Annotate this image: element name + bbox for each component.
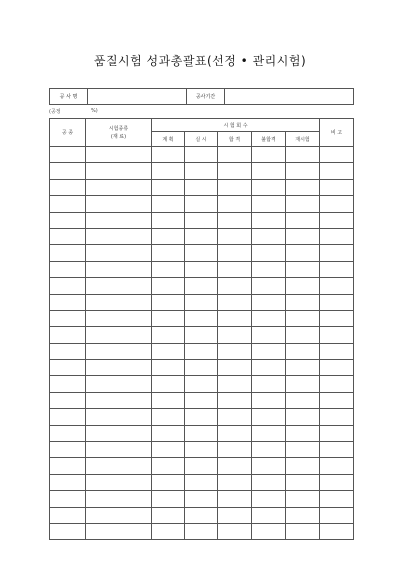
table-row bbox=[50, 491, 354, 507]
cell-passed[interactable] bbox=[218, 294, 252, 310]
cell-executed[interactable] bbox=[185, 327, 218, 343]
cell-remarks[interactable] bbox=[320, 212, 354, 228]
cell-passed[interactable] bbox=[218, 147, 252, 163]
cell-retest[interactable] bbox=[286, 163, 320, 179]
table-row bbox=[50, 376, 354, 392]
cell-plan[interactable] bbox=[152, 442, 185, 458]
cell-failed[interactable] bbox=[252, 147, 286, 163]
cell-test-type[interactable] bbox=[86, 507, 152, 523]
cell-executed[interactable] bbox=[185, 163, 218, 179]
cell-passed[interactable] bbox=[218, 310, 252, 326]
cell-remarks[interactable] bbox=[320, 327, 354, 343]
cell-test-type[interactable] bbox=[86, 491, 152, 507]
construction-period-label: 공사기간 bbox=[187, 89, 225, 105]
cell-executed[interactable] bbox=[185, 523, 218, 539]
cell-work-type[interactable] bbox=[50, 179, 86, 195]
cell-test-type[interactable] bbox=[86, 228, 152, 244]
table-row bbox=[50, 523, 354, 539]
cell-remarks[interactable] bbox=[320, 360, 354, 376]
cell-plan[interactable] bbox=[152, 294, 185, 310]
cell-passed[interactable] bbox=[218, 376, 252, 392]
cell-retest[interactable] bbox=[286, 343, 320, 359]
cell-plan[interactable] bbox=[152, 261, 185, 277]
cell-remarks[interactable] bbox=[320, 163, 354, 179]
cell-failed[interactable] bbox=[252, 179, 286, 195]
cell-work-type[interactable] bbox=[50, 163, 86, 179]
cell-executed[interactable] bbox=[185, 310, 218, 326]
table-body bbox=[50, 147, 354, 540]
cell-work-type[interactable] bbox=[50, 376, 86, 392]
cell-work-type[interactable] bbox=[50, 327, 86, 343]
cell-retest[interactable] bbox=[286, 196, 320, 212]
cell-retest[interactable] bbox=[286, 310, 320, 326]
cell-retest[interactable] bbox=[286, 392, 320, 408]
cell-executed[interactable] bbox=[185, 491, 218, 507]
cell-failed[interactable] bbox=[252, 409, 286, 425]
cell-test-type[interactable] bbox=[86, 163, 152, 179]
cell-executed[interactable] bbox=[185, 245, 218, 261]
cell-remarks[interactable] bbox=[320, 228, 354, 244]
cell-work-type[interactable] bbox=[50, 458, 86, 474]
cell-test-type[interactable] bbox=[86, 261, 152, 277]
cell-retest[interactable] bbox=[286, 458, 320, 474]
header-retest: 재시험 bbox=[286, 132, 320, 147]
cell-failed[interactable] bbox=[252, 491, 286, 507]
cell-remarks[interactable] bbox=[320, 196, 354, 212]
cell-plan[interactable] bbox=[152, 196, 185, 212]
cell-remarks[interactable] bbox=[320, 442, 354, 458]
cell-test-type[interactable] bbox=[86, 442, 152, 458]
cell-passed[interactable] bbox=[218, 392, 252, 408]
cell-work-type[interactable] bbox=[50, 343, 86, 359]
cell-retest[interactable] bbox=[286, 491, 320, 507]
cell-remarks[interactable] bbox=[320, 261, 354, 277]
cell-plan[interactable] bbox=[152, 458, 185, 474]
cell-failed[interactable] bbox=[252, 196, 286, 212]
table-row bbox=[50, 409, 354, 425]
cell-work-type[interactable] bbox=[50, 442, 86, 458]
cell-failed[interactable] bbox=[252, 507, 286, 523]
cell-plan[interactable] bbox=[152, 278, 185, 294]
cell-work-type[interactable] bbox=[50, 507, 86, 523]
cell-retest[interactable] bbox=[286, 261, 320, 277]
cell-executed[interactable] bbox=[185, 360, 218, 376]
cell-failed[interactable] bbox=[252, 212, 286, 228]
cell-retest[interactable] bbox=[286, 245, 320, 261]
cell-passed[interactable] bbox=[218, 474, 252, 490]
cell-retest[interactable] bbox=[286, 409, 320, 425]
cell-retest[interactable] bbox=[286, 376, 320, 392]
cell-test-type[interactable] bbox=[86, 196, 152, 212]
cell-plan[interactable] bbox=[152, 474, 185, 490]
header-plan: 계 획 bbox=[152, 132, 185, 147]
header-remarks: 비 고 bbox=[320, 119, 354, 147]
cell-executed[interactable] bbox=[185, 261, 218, 277]
table-row bbox=[50, 179, 354, 195]
header-executed: 실 시 bbox=[185, 132, 218, 147]
cell-passed[interactable] bbox=[218, 491, 252, 507]
cell-work-type[interactable] bbox=[50, 310, 86, 326]
progress-close-label: %) bbox=[91, 108, 98, 114]
table-row bbox=[50, 212, 354, 228]
cell-work-type[interactable] bbox=[50, 474, 86, 490]
cell-remarks[interactable] bbox=[320, 507, 354, 523]
cell-executed[interactable] bbox=[185, 474, 218, 490]
cell-work-type[interactable] bbox=[50, 147, 86, 163]
cell-retest[interactable] bbox=[286, 523, 320, 539]
table-row bbox=[50, 327, 354, 343]
cell-passed[interactable] bbox=[218, 458, 252, 474]
cell-failed[interactable] bbox=[252, 261, 286, 277]
table-row bbox=[50, 392, 354, 408]
table-row bbox=[50, 310, 354, 326]
cell-retest[interactable] bbox=[286, 294, 320, 310]
table-row bbox=[50, 228, 354, 244]
cell-passed[interactable] bbox=[218, 409, 252, 425]
cell-passed[interactable] bbox=[218, 327, 252, 343]
cell-passed[interactable] bbox=[218, 425, 252, 441]
project-name-label: 공 사 명 bbox=[50, 89, 88, 105]
cell-failed[interactable] bbox=[252, 458, 286, 474]
project-info-table bbox=[49, 88, 354, 105]
cell-passed[interactable] bbox=[218, 228, 252, 244]
cell-plan[interactable] bbox=[152, 392, 185, 408]
cell-test-type[interactable] bbox=[86, 327, 152, 343]
cell-work-type[interactable] bbox=[50, 409, 86, 425]
header-test-type bbox=[86, 119, 152, 147]
cell-failed[interactable] bbox=[252, 523, 286, 539]
cell-executed[interactable] bbox=[185, 392, 218, 408]
cell-retest[interactable] bbox=[286, 425, 320, 441]
cell-passed[interactable] bbox=[218, 278, 252, 294]
cell-test-type[interactable] bbox=[86, 392, 152, 408]
cell-work-type[interactable] bbox=[50, 523, 86, 539]
cell-executed[interactable] bbox=[185, 458, 218, 474]
cell-executed[interactable] bbox=[185, 179, 218, 195]
cell-remarks[interactable] bbox=[320, 179, 354, 195]
cell-work-type[interactable] bbox=[50, 491, 86, 507]
cell-plan[interactable] bbox=[152, 163, 185, 179]
cell-executed[interactable] bbox=[185, 196, 218, 212]
table-row bbox=[50, 163, 354, 179]
cell-plan[interactable] bbox=[152, 343, 185, 359]
cell-remarks[interactable] bbox=[320, 425, 354, 441]
cell-passed[interactable] bbox=[218, 163, 252, 179]
progress-open-label: (공정 bbox=[49, 109, 61, 115]
construction-period-field[interactable] bbox=[225, 89, 354, 105]
cell-passed[interactable] bbox=[218, 442, 252, 458]
cell-passed[interactable] bbox=[218, 523, 252, 539]
cell-failed[interactable] bbox=[252, 376, 286, 392]
cell-failed[interactable] bbox=[252, 245, 286, 261]
cell-passed[interactable] bbox=[218, 507, 252, 523]
cell-executed[interactable] bbox=[185, 409, 218, 425]
cell-work-type[interactable] bbox=[50, 212, 86, 228]
cell-work-type[interactable] bbox=[50, 425, 86, 441]
cell-remarks[interactable] bbox=[320, 392, 354, 408]
cell-remarks[interactable] bbox=[320, 376, 354, 392]
cell-test-type[interactable] bbox=[86, 147, 152, 163]
cell-passed[interactable] bbox=[218, 261, 252, 277]
cell-retest[interactable] bbox=[286, 228, 320, 244]
table-row bbox=[50, 507, 354, 523]
cell-plan[interactable] bbox=[152, 523, 185, 539]
cell-work-type[interactable] bbox=[50, 294, 86, 310]
cell-plan[interactable] bbox=[152, 245, 185, 261]
cell-work-type[interactable] bbox=[50, 228, 86, 244]
cell-remarks[interactable] bbox=[320, 278, 354, 294]
cell-remarks[interactable] bbox=[320, 523, 354, 539]
cell-remarks[interactable] bbox=[320, 310, 354, 326]
header-work-type: 공 종 bbox=[50, 119, 86, 147]
cell-plan[interactable] bbox=[152, 491, 185, 507]
table-row bbox=[50, 147, 354, 163]
table-row bbox=[50, 442, 354, 458]
cell-retest[interactable] bbox=[286, 147, 320, 163]
cell-remarks[interactable] bbox=[320, 245, 354, 261]
cell-test-type[interactable] bbox=[86, 179, 152, 195]
cell-retest[interactable] bbox=[286, 278, 320, 294]
cell-test-type[interactable] bbox=[86, 360, 152, 376]
cell-work-type[interactable] bbox=[50, 245, 86, 261]
cell-passed[interactable] bbox=[218, 212, 252, 228]
cell-remarks[interactable] bbox=[320, 294, 354, 310]
cell-test-type[interactable] bbox=[86, 425, 152, 441]
table-row bbox=[50, 245, 354, 261]
header-test-count: 시 험 회 수 bbox=[152, 119, 320, 132]
cell-retest[interactable] bbox=[286, 212, 320, 228]
cell-test-type[interactable] bbox=[86, 310, 152, 326]
cell-work-type[interactable] bbox=[50, 278, 86, 294]
cell-plan[interactable] bbox=[152, 360, 185, 376]
cell-passed[interactable] bbox=[218, 245, 252, 261]
cell-executed[interactable] bbox=[185, 442, 218, 458]
cell-plan[interactable] bbox=[152, 409, 185, 425]
progress-note bbox=[49, 108, 98, 115]
cell-test-type[interactable] bbox=[86, 212, 152, 228]
cell-failed[interactable] bbox=[252, 228, 286, 244]
cell-failed[interactable] bbox=[252, 392, 286, 408]
cell-executed[interactable] bbox=[185, 212, 218, 228]
cell-test-type[interactable] bbox=[86, 458, 152, 474]
table-row bbox=[50, 360, 354, 376]
cell-plan[interactable] bbox=[152, 310, 185, 326]
table-row bbox=[50, 278, 354, 294]
project-name-field[interactable] bbox=[88, 89, 187, 105]
cell-retest[interactable] bbox=[286, 179, 320, 195]
test-summary-table bbox=[49, 118, 354, 540]
cell-plan[interactable] bbox=[152, 425, 185, 441]
cell-executed[interactable] bbox=[185, 278, 218, 294]
cell-test-type[interactable] bbox=[86, 523, 152, 539]
cell-failed[interactable] bbox=[252, 343, 286, 359]
cell-remarks[interactable] bbox=[320, 343, 354, 359]
cell-plan[interactable] bbox=[152, 327, 185, 343]
cell-failed[interactable] bbox=[252, 474, 286, 490]
cell-retest[interactable] bbox=[286, 360, 320, 376]
cell-failed[interactable] bbox=[252, 163, 286, 179]
cell-work-type[interactable] bbox=[50, 360, 86, 376]
cell-test-type[interactable] bbox=[86, 278, 152, 294]
cell-failed[interactable] bbox=[252, 278, 286, 294]
cell-retest[interactable] bbox=[286, 442, 320, 458]
cell-plan[interactable] bbox=[152, 147, 185, 163]
cell-remarks[interactable] bbox=[320, 458, 354, 474]
cell-failed[interactable] bbox=[252, 294, 286, 310]
cell-passed[interactable] bbox=[218, 196, 252, 212]
cell-plan[interactable] bbox=[152, 507, 185, 523]
cell-remarks[interactable] bbox=[320, 147, 354, 163]
cell-test-type[interactable] bbox=[86, 343, 152, 359]
cell-test-type[interactable] bbox=[86, 474, 152, 490]
cell-work-type[interactable] bbox=[50, 196, 86, 212]
cell-work-type[interactable] bbox=[50, 392, 86, 408]
header-passed: 합 격 bbox=[218, 132, 252, 147]
cell-remarks[interactable] bbox=[320, 409, 354, 425]
cell-plan[interactable] bbox=[152, 179, 185, 195]
cell-executed[interactable] bbox=[185, 425, 218, 441]
table-row bbox=[50, 294, 354, 310]
cell-retest[interactable] bbox=[286, 474, 320, 490]
cell-executed[interactable] bbox=[185, 376, 218, 392]
cell-executed[interactable] bbox=[185, 294, 218, 310]
cell-passed[interactable] bbox=[218, 360, 252, 376]
header-failed: 불합격 bbox=[252, 132, 286, 147]
cell-retest[interactable] bbox=[286, 327, 320, 343]
cell-test-type[interactable] bbox=[86, 245, 152, 261]
cell-remarks[interactable] bbox=[320, 491, 354, 507]
cell-passed[interactable] bbox=[218, 179, 252, 195]
document-title: 품질시험 성과총괄표(선정 • 관리시험) bbox=[93, 54, 307, 68]
cell-failed[interactable] bbox=[252, 310, 286, 326]
cell-retest[interactable] bbox=[286, 507, 320, 523]
cell-remarks[interactable] bbox=[320, 474, 354, 490]
table-row bbox=[50, 343, 354, 359]
cell-failed[interactable] bbox=[252, 327, 286, 343]
table-row bbox=[50, 425, 354, 441]
cell-plan[interactable] bbox=[152, 376, 185, 392]
cell-failed[interactable] bbox=[252, 360, 286, 376]
cell-failed[interactable] bbox=[252, 442, 286, 458]
cell-executed[interactable] bbox=[185, 507, 218, 523]
cell-test-type[interactable] bbox=[86, 294, 152, 310]
cell-work-type[interactable] bbox=[50, 261, 86, 277]
table-row bbox=[50, 196, 354, 212]
cell-test-type[interactable] bbox=[86, 409, 152, 425]
cell-executed[interactable] bbox=[185, 147, 218, 163]
table-row bbox=[50, 458, 354, 474]
header-test-type-line1: 시험종류 bbox=[108, 125, 129, 132]
cell-executed[interactable] bbox=[185, 343, 218, 359]
table-row bbox=[50, 474, 354, 490]
cell-plan[interactable] bbox=[152, 212, 185, 228]
cell-test-type[interactable] bbox=[86, 376, 152, 392]
cell-plan[interactable] bbox=[152, 228, 185, 244]
cell-failed[interactable] bbox=[252, 425, 286, 441]
table-row bbox=[50, 261, 354, 277]
cell-executed[interactable] bbox=[185, 228, 218, 244]
cell-passed[interactable] bbox=[218, 343, 252, 359]
header-test-type-line2: (재 료) bbox=[110, 133, 127, 140]
